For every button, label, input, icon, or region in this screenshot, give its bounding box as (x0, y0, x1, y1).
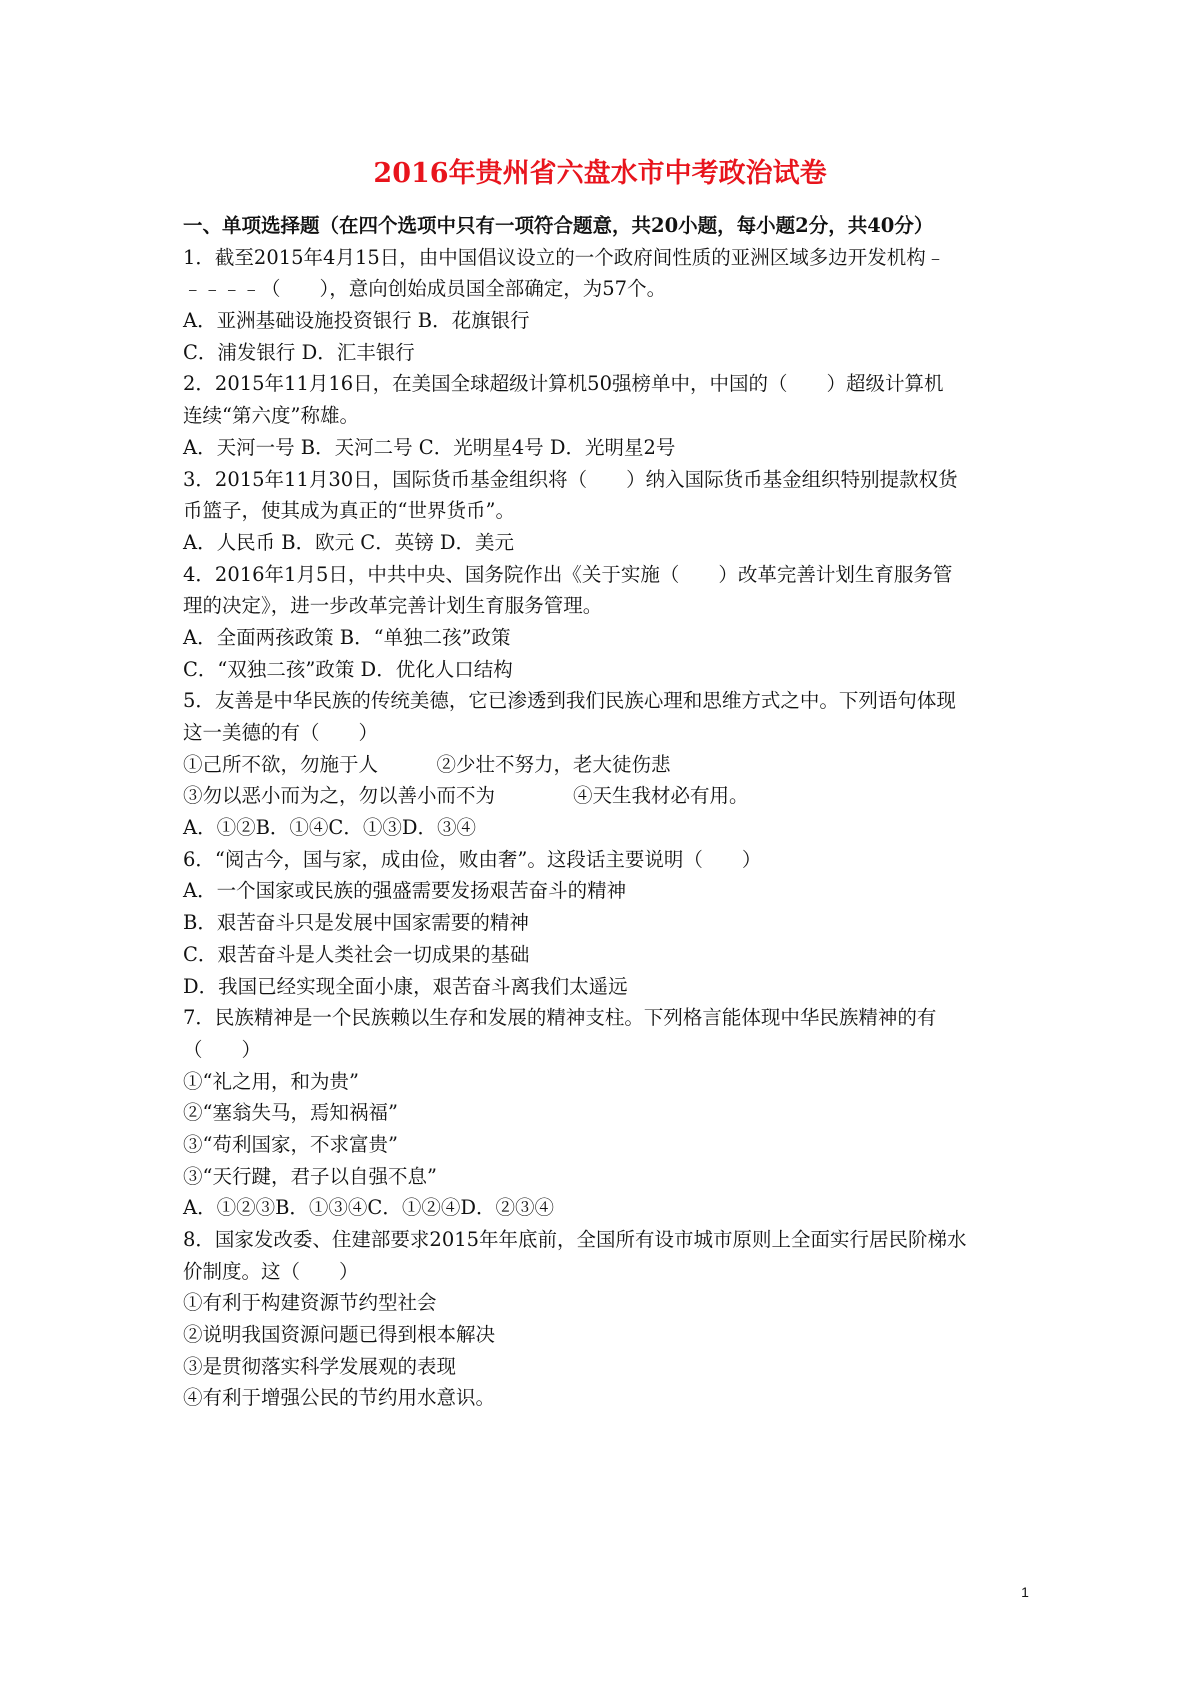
text-line: ②“塞翁失马，焉知祸福” (183, 1101, 398, 1125)
text-line: C．“双独二孩”政策 D．优化人口结构 (183, 657, 513, 681)
text-line: C．浦发银行 D．汇丰银行 (183, 340, 415, 364)
document-title: 2016年贵州省六盘水市中考政治试卷 (373, 158, 827, 189)
text-line: 5．友善是中华民族的传统美德，它已渗透到我们民族心理和思维方式之中。下列语句体现 (183, 689, 956, 713)
text-line: 价制度。这（ ） (183, 1259, 359, 1283)
text-line: 8．国家发改委、住建部要求2015年年底前，全国所有设市城市原则上全面实行居民阶梯水 (183, 1228, 967, 1251)
text-line: ﹣﹣﹣﹣（ ），意向创始成员国全部确定，为57个。 (183, 277, 667, 301)
text-line: ③是贯彻落实科学发展观的表现 (183, 1354, 457, 1378)
text-line: A．亚洲基础设施投资银行 B．花旗银行 (183, 309, 530, 333)
text-line: B．艰苦奋斗只是发展中国家需要的精神 (183, 911, 529, 935)
text-line: A．①②B．①④C．①③D．③④ (183, 816, 476, 840)
text-line: A．天河一号 B．天河二号 C．光明星4号 D．光明星2号 (183, 435, 676, 459)
text-line: C．艰苦奋斗是人类社会一切成果的基础 (183, 942, 530, 966)
text-line: ②说明我国资源问题已得到根本解决 (183, 1323, 496, 1347)
text-line: 1．截至2015年4月15日，由中国倡议设立的一个政府间性质的亚洲区域多边开发机构﹣ (183, 245, 946, 269)
text-line: 这一美德的有（ ） (183, 721, 379, 744)
text-line: 7．民族精神是一个民族赖以生存和发展的精神支柱。下列格言能体现中华民族精神的有 (183, 1006, 937, 1030)
text-line: ①己所不欲，勿施于人 ②少壮不努力，老大徒伤悲 (183, 752, 671, 776)
text-line: A．①②③B．①③④C．①②④D．②③④ (183, 1196, 554, 1220)
text-line: 连续“第六度”称雄。 (183, 404, 359, 428)
text-line: 2．2015年11月16日，在美国全球超级计算机50强榜单中，中国的（ ）超级计算机 (183, 372, 944, 396)
section-heading: 一、单项选择题（在四个选项中只有一项符合题意，共20小题，每小题2分，共40分） (183, 214, 934, 237)
text-line: 6．“阅古今，国与家，成由俭，败由奢”。这段话主要说明（ ） (183, 847, 762, 871)
text-line: ③“苟利国家，不求富贵” (183, 1132, 398, 1156)
text-line: D．我国已经实现全面小康，艰苦奋斗离我们太遥远 (183, 974, 628, 998)
text-line: 币篮子，使其成为真正的“世界货币”。 (183, 499, 515, 523)
text-line: 4．2016年1月5日，中共中央、国务院作出《关于实施（ ）改革完善计划生育服务管 (183, 562, 953, 586)
text-line: ④有利于增强公民的节约用水意识。 (183, 1386, 496, 1410)
text-line: ①“礼之用，和为贵” (183, 1069, 359, 1093)
text-line: ③勿以恶小而为之，勿以善小而不为 ④天生我材必有用。 (183, 784, 749, 808)
text-line: A．一个国家或民族的强盛需要发扬艰苦奋斗的精神 (183, 879, 627, 903)
text-line: ③“天行踺，君子以自强不息” (183, 1164, 437, 1188)
text-line: （ ） (183, 1037, 262, 1061)
text-line: 理的决定》，进一步改革完善计划生育服务管理。 (183, 594, 603, 618)
text-line: ①有利于构建资源节约型社会 (183, 1291, 437, 1315)
text-line: A．人民币 B．欧元 C．英镑 D．美元 (183, 530, 515, 554)
document-body (183, 210, 1033, 1414)
text-line: 3．2015年11月30日，国际货币基金组织将（ ）纳入国际货币基金组织特别提款权货 (183, 467, 958, 491)
question-lines (183, 242, 1033, 1414)
text-line: A．全面两孩政策 B．“单独二孩”政策 (183, 625, 511, 649)
page-number: 1 (1021, 1584, 1029, 1600)
